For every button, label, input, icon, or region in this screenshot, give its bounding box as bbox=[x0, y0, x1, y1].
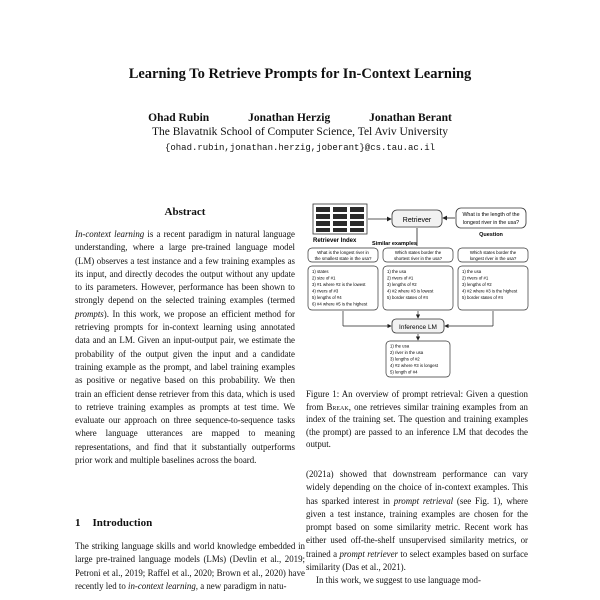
section-number: 1 bbox=[75, 517, 81, 529]
abstract-italic-term: In-context learning bbox=[75, 229, 145, 239]
example-step: 5) border states of #4 bbox=[462, 295, 503, 300]
example-step: 3) #1 where #2 is the lowest bbox=[312, 282, 366, 287]
example-question: shortest river in the usa? bbox=[393, 256, 443, 261]
right-column-body bbox=[306, 468, 528, 588]
author-name: Ohad Rubin bbox=[148, 112, 210, 124]
abstract-text: is a recent paradigm in natural language understanding, where a large pre-trained language model (LM) observes a test instance and a few training examples as its input, and directly decodes the output without any update to its parameters. However, performance has been shown to strongly depend on the selected training examples (termed bbox=[75, 229, 295, 306]
body-text: In this work, we suggest to use language mod- bbox=[316, 575, 481, 586]
similar-examples-label: Similar examples bbox=[372, 241, 417, 247]
body-text: (2021a) showed that downstream performance can vary widely depending on the choice of in-context examples. This has sparked interest in bbox=[306, 469, 528, 506]
paper-title: Learning To Retrieve Prompts for In-Context Learning bbox=[128, 66, 472, 82]
affiliation: The Blavatnik School of Computer Science, Tel Aviv University bbox=[151, 126, 449, 138]
output-decomposition bbox=[386, 341, 450, 377]
question-label: Question bbox=[479, 232, 503, 238]
abstract-body bbox=[75, 228, 295, 467]
example-step: 1) the usa bbox=[387, 269, 407, 274]
figure-caption bbox=[306, 388, 528, 451]
intro-text: , a new paradigm in natu- bbox=[195, 580, 287, 591]
abstract-text: ). In this work, we propose an efficient method for retrieving prompts for in-context learning using annotated data and an LM. Given an input-output pair, we estimate the probability of the output given the input and a candidate training example as the prompt, and label training examples as positive or negative based on this probability. We then train an efficient dense retriever from this data, which is used to retrieve training examples as prompts at test time. We evaluate our approach on three sequence-to-sequence tasks where language utterances are mapped to meaning representations, and find that it substantially outperforms prior work and multiple baselines across the board. bbox=[75, 308, 295, 466]
section-heading-introduction bbox=[75, 517, 152, 529]
question-text: What is the length of the bbox=[462, 212, 520, 218]
similar-example-3 bbox=[458, 248, 528, 310]
figure-prompt-retrieval bbox=[306, 200, 530, 385]
example-step: 4) #2 where #3 is lowest bbox=[387, 288, 434, 294]
caption-text: Figure 1: An overview of prompt retrieval: Given a question from bbox=[306, 389, 528, 412]
example-step: 2) rivers of #1 bbox=[387, 275, 414, 281]
intro-italic: in-context learning bbox=[127, 580, 196, 591]
abstract-italic-prompts: prompts bbox=[75, 308, 104, 319]
retriever-index-icon bbox=[313, 204, 367, 234]
retriever-index-label: Retriever Index bbox=[313, 238, 357, 244]
example-question: Which states border the bbox=[469, 250, 517, 255]
figure-diagram bbox=[306, 200, 530, 385]
output-step: 2) river in the usa bbox=[390, 350, 424, 355]
example-step: 5) border states of #4 bbox=[387, 295, 428, 300]
body-italic: prompt retriever bbox=[339, 548, 398, 559]
example-step: 1) states bbox=[312, 269, 329, 274]
example-step: 4) #2 where #3 is the highest bbox=[462, 288, 518, 294]
body-text: (see Fig. 1), where given a test instance, training examples are chosen for the prompt based on some similarity metric. Recent work has either used off-the-shelf unsupervised similarity metrics, or trained a bbox=[306, 495, 528, 559]
intro-text: The striking language skills and world knowledge embedded in large pre-trained language models (LMs) (Devlin et al., 2019; Petroni et al., 2019; Raffel et al., 2020; Brown et al., 2020) have recently led to bbox=[75, 541, 305, 591]
author-name: Jonathan Berant bbox=[369, 112, 452, 124]
caption-dataset: Break bbox=[326, 401, 349, 412]
example-step: 6) #4 where #5 is the highest bbox=[312, 301, 368, 307]
example-step: 2) size of #1 bbox=[312, 275, 336, 281]
caption-text: , one retrieves similar training examples from an index of the training set. The question and training examples (the prompt) are passed to an inference LM that decodes the output. bbox=[306, 401, 528, 450]
example-question: Which states border the bbox=[394, 250, 442, 255]
output-step: 5) length of #4 bbox=[390, 369, 418, 375]
example-question: longest river in the usa? bbox=[469, 256, 517, 261]
output-step: 4) #2 where #3 is longest bbox=[390, 363, 439, 368]
output-step: 1) the usa bbox=[390, 343, 410, 349]
author-list bbox=[0, 112, 600, 124]
section-title: Introduction bbox=[92, 517, 153, 529]
example-step: 4) rivers of #3 bbox=[312, 288, 339, 294]
example-step: 3) lengths of #2 bbox=[387, 282, 417, 287]
example-step: 5) lengths of #4 bbox=[312, 295, 342, 300]
abstract-heading: Abstract bbox=[164, 206, 206, 218]
similar-example-1 bbox=[308, 248, 378, 310]
example-step: 1) the usa bbox=[462, 269, 482, 274]
inference-lm-label: Inference LM bbox=[399, 324, 437, 331]
retriever-label: Retriever bbox=[402, 217, 432, 224]
example-question: the smallest state in the usa? bbox=[314, 256, 372, 261]
body-italic: prompt retrieval bbox=[393, 495, 454, 506]
author-name: Jonathan Herzig bbox=[248, 112, 331, 124]
example-step: 2) rivers of #1 bbox=[462, 275, 489, 281]
output-step: 3) lengths of #2 bbox=[390, 356, 420, 362]
example-step: 3) lengths of #2 bbox=[462, 282, 492, 287]
author-emails: {ohad.rubin,jonathan.herzig,joberant}@cs.tau.ac.il bbox=[164, 143, 436, 153]
example-question: What is the longest river in bbox=[317, 250, 369, 255]
question-text: longest river in the usa? bbox=[462, 220, 520, 226]
similar-example-2 bbox=[383, 248, 453, 310]
introduction-body bbox=[75, 540, 305, 593]
body-text: to select examples based on surface similarity (Das et al., 2021). bbox=[306, 548, 528, 573]
